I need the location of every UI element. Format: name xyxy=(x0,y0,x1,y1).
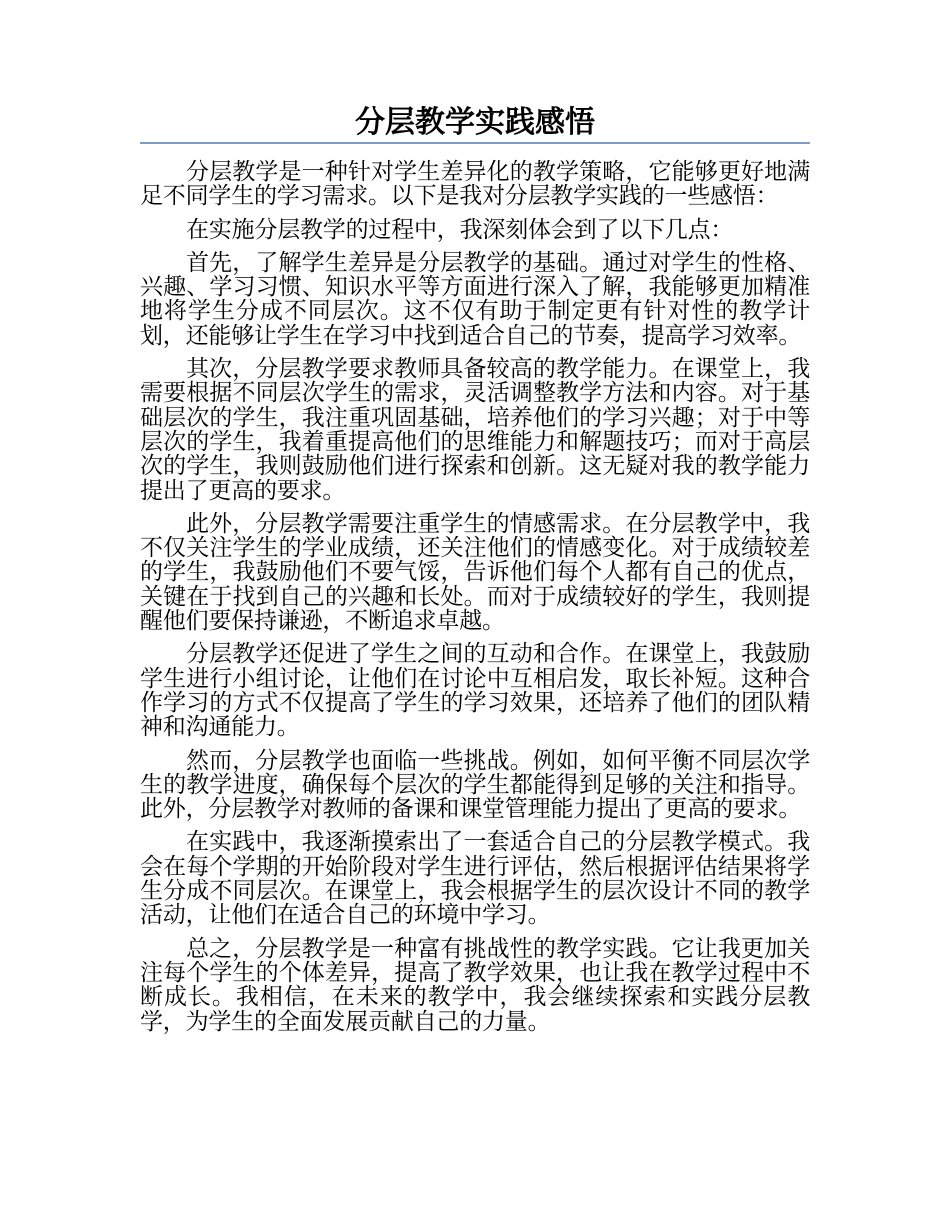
paragraph-first-point: 首先，了解学生差异是分层教学的基础。通过对学生的性格、兴趣、学习习惯、知识水平等方面进行深入了解，我能够更加精准地将学生分成不同层次。这不仅有助于制定更有针对性的教学计划，还能够让学生在学习中找到适合自己的节奏，提高学习效率。 xyxy=(140,249,810,349)
document-body xyxy=(140,160,810,1043)
paragraph-overview: 在实施分层教学的过程中，我深刻体会到了以下几点： xyxy=(186,216,734,243)
document-title: 分层教学实践感悟 xyxy=(355,105,595,140)
paragraph-third-point: 此外，分层教学需要注重学生的情感需求。在分层教学中，我不仅关注学生的学业成绩，还关注他们的情感变化。对于成绩较差的学生，我鼓励他们不要气馁，告诉他们每个人都有自己的优点，关键在于找到自己的兴趣和长处。而对于成绩较好的学生，我则提醒他们要保持谦逊，不断追求卓越。 xyxy=(140,510,810,635)
paragraph-challenges: 然而，分层教学也面临一些挑战。例如，如何平衡不同层次学生的教学进度，确保每个层次的学生都能得到足够的关注和指导。此外，分层教学对教师的备课和课堂管理能力提出了更高的要求。 xyxy=(140,747,810,823)
title-block xyxy=(140,104,810,144)
paragraph-intro: 分层教学是一种针对学生差异化的教学策略，它能够更好地满足不同学生的学习需求。以下是我对分层教学实践的一些感悟： xyxy=(140,159,810,210)
paragraph-practice: 在实践中，我逐渐摸索出了一套适合自己的分层教学模式。我会在每个学期的开始阶段对学生进行评估，然后根据评估结果将学生分成不同层次。在课堂上，我会根据学生的层次设计不同的教学活动，让他们在适合自己的环境中学习。 xyxy=(140,829,810,929)
paragraph-cooperation: 分层教学还促进了学生之间的互动和合作。在课堂上，我鼓励学生进行小组讨论，让他们在讨论中互相启发，取长补短。这种合作学习的方式不仅提高了学生的学习效果，还培养了他们的团队精神和沟通能力。 xyxy=(140,641,810,741)
paragraph-second-point: 其次，分层教学要求教师具备较高的教学能力。在课堂上，我需要根据不同层次学生的需求，灵活调整教学方法和内容。对于基础层次的学生，我注重巩固基础，培养他们的学习兴趣；对于中等层次的学生，我着重提高他们的思维能力和解题技巧；而对于高层次的学生，我则鼓励他们进行探索和创新。这无疑对我的教学能力提出了更高的要求。 xyxy=(140,356,810,504)
paragraph-conclusion: 总之，分层教学是一种富有挑战性的教学实践。它让我更加关注每个学生的个体差异，提高了教学效果，也让我在教学过程中不断成长。我相信，在未来的教学中，我会继续探索和实践分层教学，为学生的全面发展贡献自己的力量。 xyxy=(140,935,810,1035)
